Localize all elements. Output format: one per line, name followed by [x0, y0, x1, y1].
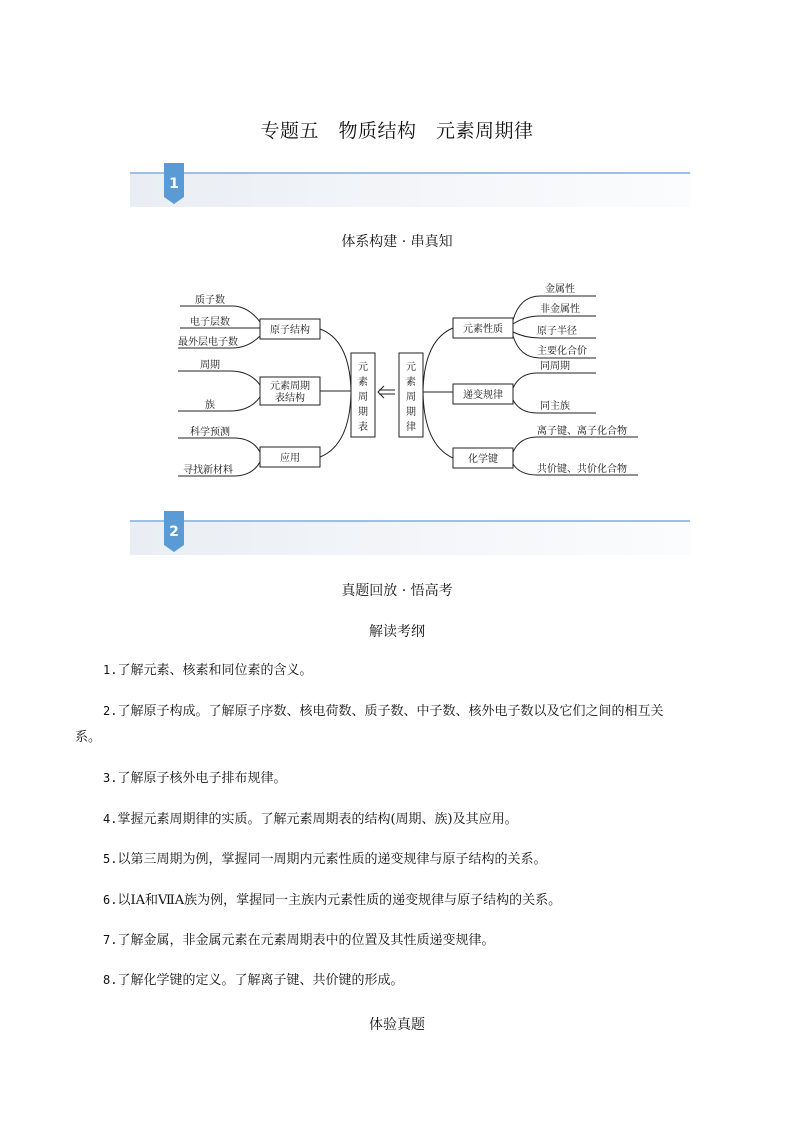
section-number: 2	[169, 524, 179, 540]
box-periodic-table-structure-2: 表结构	[275, 393, 305, 404]
banner-band	[130, 521, 690, 555]
center-periodic-law: 元素周期律	[406, 362, 416, 433]
leaf-group: 族	[205, 400, 215, 411]
banner-line	[130, 520, 690, 522]
experience-heading: 体验真题	[369, 1017, 425, 1033]
outline-item-continuation: 系。	[75, 730, 102, 745]
box-atomic-structure: 原子结构	[270, 325, 310, 336]
box-element-properties: 元素性质	[463, 324, 503, 335]
section-number: 1	[169, 176, 179, 192]
leaf-period: 周期	[200, 360, 220, 371]
outline-item: 1.了解元素、核素和同位素的含义。	[103, 663, 313, 678]
box-periodic-table-structure-1: 元素周期	[270, 381, 310, 392]
leaf-ionic-bond: 离子键、离子化合物	[537, 426, 627, 437]
box-chemical-bond: 化学键	[468, 454, 498, 465]
leaf-new-materials: 寻找新材料	[183, 465, 233, 476]
leaf-same-group: 同主族	[540, 401, 570, 412]
leaf-metallicity: 金属性	[545, 284, 575, 295]
outline-item: 3.了解原子核外电子排布规律。	[103, 771, 287, 786]
leaf-main-valence: 主要化合价	[537, 346, 587, 357]
section-heading-2: 真题回放 · 悟高考	[341, 583, 453, 599]
page-title: 专题五 物质结构 元素周期律	[260, 120, 534, 142]
outline-item: 2.了解原子构成。了解原子序数、核电荷数、质子数、中子数、核外电子数以及它们之间的相互关	[103, 704, 664, 719]
leaf-nonmetallicity: 非金属性	[540, 304, 580, 315]
outline-item: 7.了解金属，非金属元素在元素周期表中的位置及其性质递变规律。	[103, 933, 495, 948]
section-heading-1: 体系构建 · 串真知	[341, 234, 453, 250]
box-variation-law: 递变规律	[463, 390, 503, 401]
outline-item: 4.掌握元素周期律的实质。了解元素周期表的结构(周期、族)及其应用。	[103, 812, 518, 827]
leaf-covalent-bond: 共价键、共价化合物	[537, 464, 627, 475]
outline-item: 5.以第三周期为例，掌握同一周期内元素性质的递变规律与原子结构的关系。	[103, 852, 547, 867]
outline-item: 6.以ⅠA和ⅦA族为例，掌握同一主族内元素性质的递变规律与原子结构的关系。	[103, 893, 562, 908]
concept-map	[0, 0, 794, 500]
outline-item: 8.了解化学键的定义。了解离子键、共价键的形成。	[103, 973, 404, 988]
leaf-outer-electrons: 最外层电子数	[178, 337, 238, 348]
leaf-scientific-prediction: 科学预测	[190, 427, 230, 438]
leaf-electron-shells: 电子层数	[190, 317, 230, 328]
leaf-same-period: 同周期	[540, 361, 570, 372]
leaf-proton-number: 质子数	[195, 295, 225, 306]
outline-heading: 解读考纲	[369, 624, 425, 640]
section-banner-2	[130, 518, 690, 558]
box-application: 应用	[280, 453, 300, 464]
center-periodic-table: 元素周期表	[358, 362, 368, 433]
leaf-atomic-radius: 原子半径	[537, 326, 577, 337]
